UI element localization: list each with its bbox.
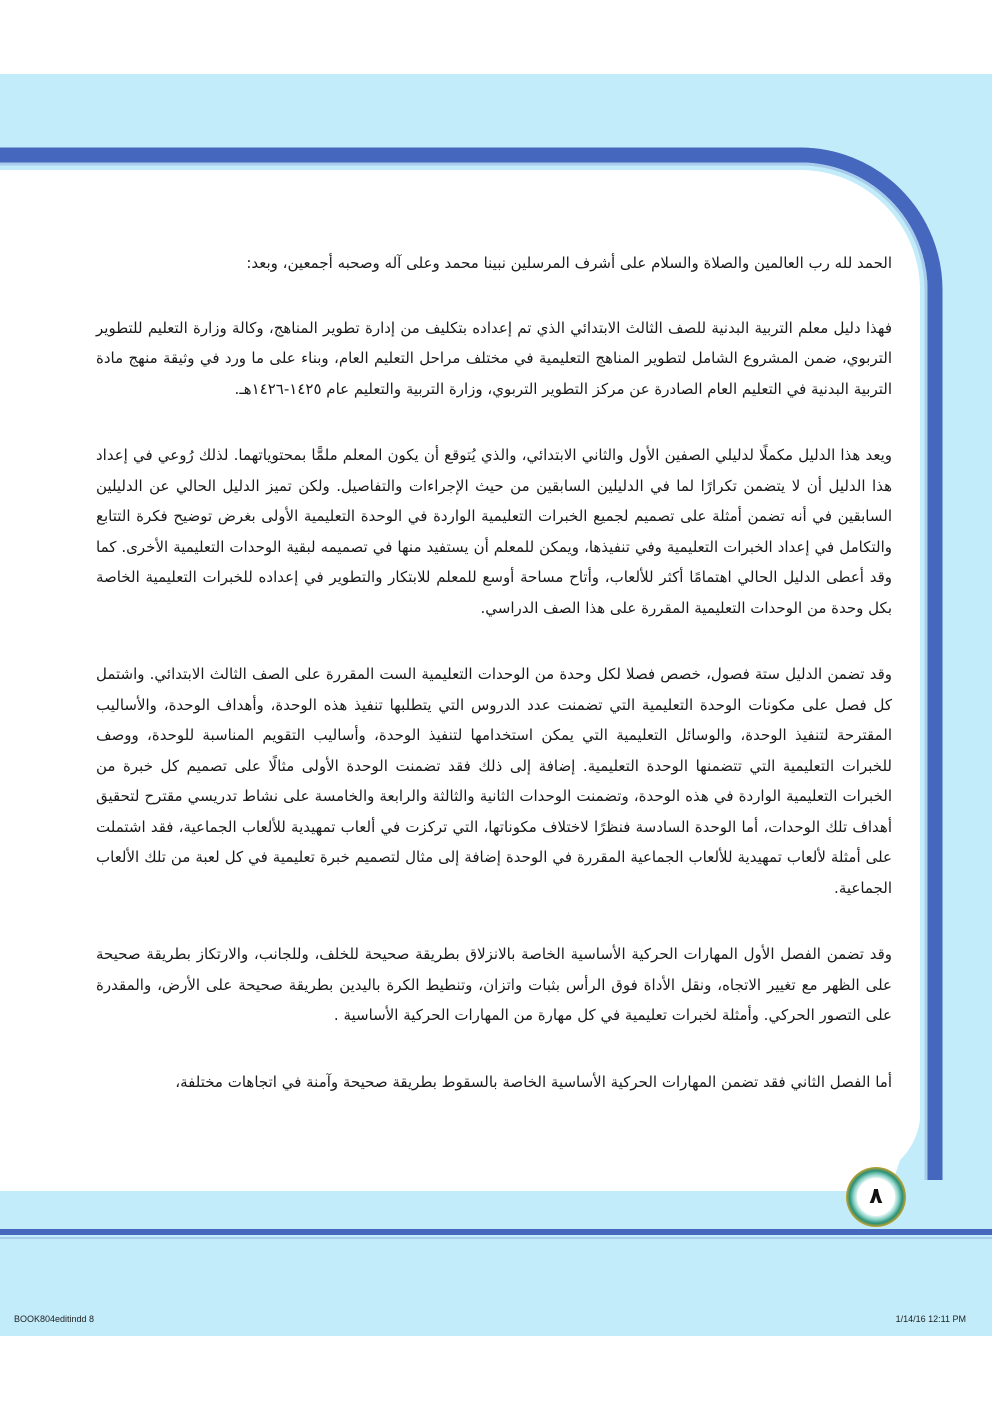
body-text [96, 248, 892, 1133]
paragraph-chapter-two: أما الفصل الثاني فقد تضمن المهارات الحركية الأساسية الخاصة بالسقوط بطريقة صحيحة وآمنة في اتجاهات مختلفة، [175, 1072, 892, 1091]
paragraph-intro: فهذا دليل معلم التربية البدنية للصف الثالث الابتدائي الذي تم إعداده بتكليف من إدارة تطوير المناهج، وكالة وزارة التعليم للتطوير التربوي، ضمن المشروع الشامل لتطوير المناهج التعليمية في مختلف مراحل التعليم العام، وبناء على ما ورد في وثيقة منهج مادة التربية البدنية في التعليم العام الصادرة عن مركز التطوير التربوي، وزارة التربية والتعليم عام ١٤٢٥-١٤٢٦هـ. [96, 318, 892, 398]
paragraph-greeting: الحمد لله رب العالمين والصلاة والسلام على أشرف المرسلين نبينا محمد وعلى آله وصحبه أجمعين، وبعد: [246, 254, 892, 272]
footer-file-name: BOOK804editindd 8 [14, 1314, 95, 1324]
paragraph-guide-description: ويعد هذا الدليل مكملًا لدليلي الصفين الأول والثاني الابتدائي، والذي يُتوقع أن يكون المعلم ملمًّا بمحتوياتهما. لذلك رُوعي في إعداد هذا الدليل أن لا يتضمن تكرارًا لما في الدليلين السابقين من حيث الإجراءات والتفاصيل. ولكن تميز الدليل الحالي عن الدليلين السابقين في أنه تضمن أمثلة على تصميم لجميع الخبرات التعليمية الواردة في الوحدة التعليمية الأولى بغرض توضيح فكرة التتابع والتكامل في إعداد الخبرات التعليمية وفي تنفيذها، ويمكن للمعلم أن يستفيد منها في تصميمه لبقية الوحدات التعليمية الأخرى. كما وقد أعطى الدليل الحالي اهتمامًا أكثر للألعاب، وأتاح مساحة أوسع للمعلم للابتكار والتطوير في إعداده للخبرات التعليمية الخاصة بكل وحدة من الوحدات التعليمية المقررة على هذا الصف الدراسي. [96, 446, 892, 617]
paragraph-chapter-one: وقد تضمن الفصل الأول المهارات الحركية الأساسية الخاصة بالانزلاق بطريقة صحيحة للخلف، وللجانب، والارتكاز بطريقة صحيحة على الظهر مع تغيير الاتجاه، ونقل الأداة فوق الرأس بثبات واتزان، وتنطيط الكرة باليدين بطريقة صحيحة على الأرض، والمقدرة على التصور الحركي. وأمثلة لخبرات تعليمية في كل مهارة من المهارات الحركية الأساسية . [96, 945, 892, 1024]
paragraph-chapters: وقد تضمن الدليل ستة فصول، خصص فصلا لكل وحدة من الوحدات التعليمية الست المقررة على الصف الثالث الابتدائي. واشتمل كل فصل على مكونات الوحدة التعليمية التي تضمنت عدد الدروس التي يتطلبها تنفيذ هذه الوحدة، وأهداف الوحدة، والأساليب المقترحة لتنفيذ الوحدة، والوسائل التعليمية التي يمكن استخدامها لتنفيذ الوحدة، وأساليب التقويم المناسبة للوحدة، ووصف للخبرات التعليمية التي تتضمنها الوحدة التعليمية. إضافة إلى ذلك فقد تضمنت الوحدة الأولى مثالًا على تصميم كل خبرة من الخبرات التعليمية الواردة في هذه الوحدة، وتضمنت الوحدات الثانية والثالثة والرابعة والخامسة على نشاط تدريسي مقترح لتحقيق أهداف تلك الوحدات، أما الوحدة السادسة فنظرًا لاختلاف مكوناتها، التي تركزت في ألعاب تمهيدية للألعاب الجماعية، فقد اشتملت على أمثلة لألعاب تمهيدية للألعاب الجماعية المقررة في الوحدة إضافة إلى مثال لتصميم خبرة تعليمية في كل لعبة من تلك الألعاب الجماعية. [96, 665, 892, 897]
page-number: ٨ [869, 1184, 883, 1209]
footer-timestamp: 1/14/16 12:11 PM [895, 1314, 966, 1324]
